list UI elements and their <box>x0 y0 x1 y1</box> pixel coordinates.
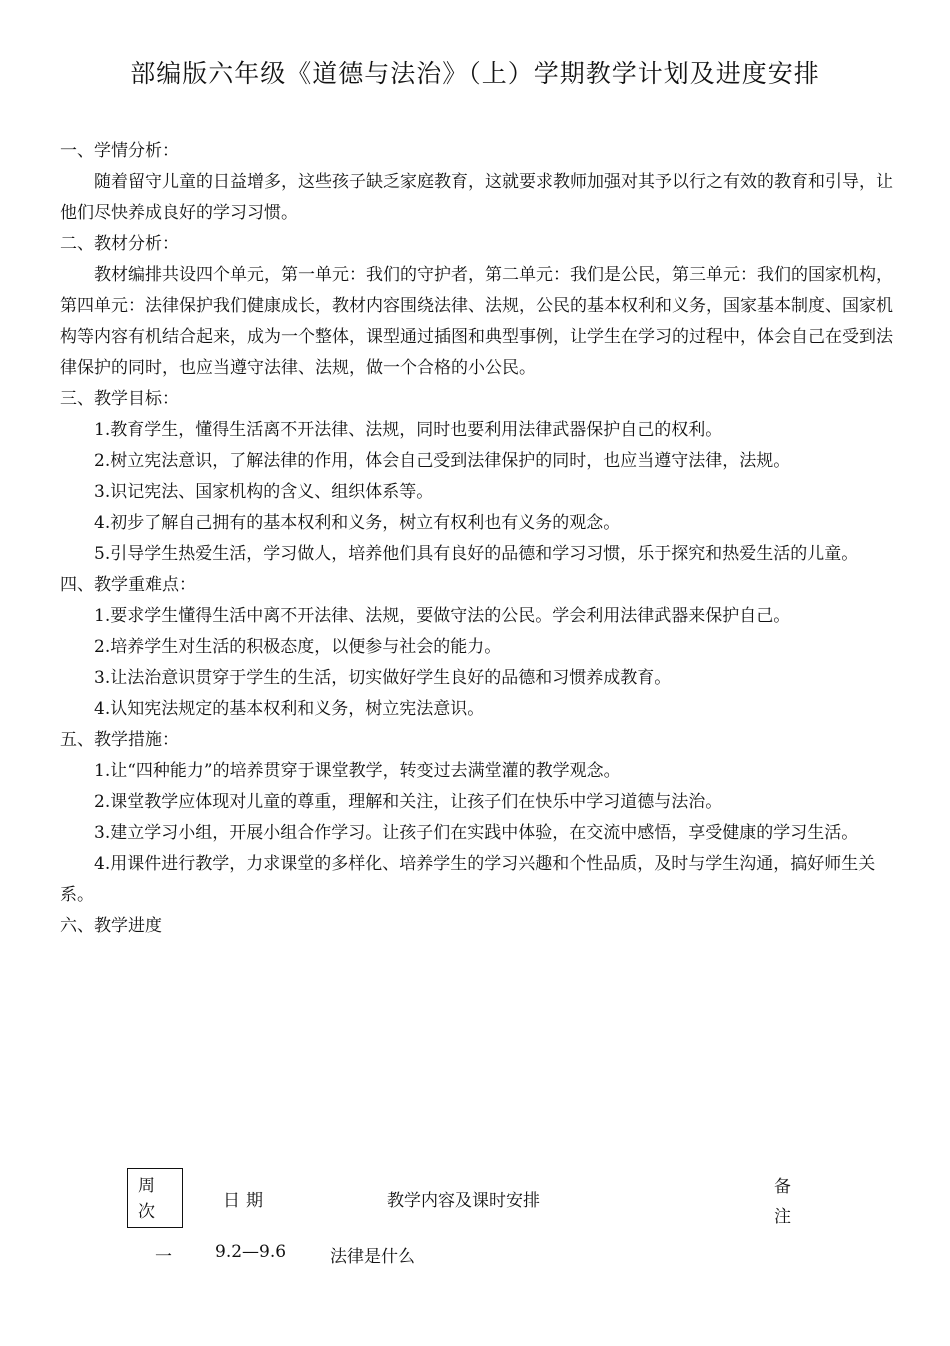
list-item: 3.让法治意识贯穿于学生的生活，切实做好学生良好的品德和习惯养成教育。 <box>94 668 672 688</box>
list-item: 4.用课件进行教学，力求课堂的多样化、培养学生的学习兴趣和个性品质，及时与学生沟通，搞好师生关系。 <box>60 854 876 905</box>
section-paragraph: 教材编排共设四个单元，第一单元：我们的守护者，第二单元：我们是公民，第三单元：我们的国家机构，第四单元：法律保护我们健康成长，教材内容围绕法律、法规，公民的基本权利和义务，国家基本制度、国家机构等内容有机结合起来，成为一个整体，课型通过插图和典型事例，让学生在学习的过程中，体会自己在受到法律保护的同时，也应当遵守法律、法规，做一个合格的小公民。 <box>60 265 893 378</box>
column-header-date: 日期 <box>223 1191 269 1211</box>
list-item: 1.让“四种能力”的培养贯穿于课堂教学，转变过去满堂灌的教学观念。 <box>94 761 621 781</box>
list-item: 3.识记宪法、国家机构的含义、组织体系等。 <box>94 482 434 502</box>
section-heading: 三、教学目标： <box>60 389 179 409</box>
section-heading: 二、教材分析： <box>60 234 179 254</box>
list-item: 1.教育学生，懂得生活离不开法律、法规，同时也要利用法律武器保护自己的权利。 <box>94 420 723 440</box>
column-header-note-line: 备 <box>774 1177 791 1197</box>
section-student-analysis <box>60 136 894 229</box>
column-header-content: 教学内容及课时安排 <box>387 1191 540 1211</box>
document-body <box>60 136 894 942</box>
cell-content: 法律是什么 <box>330 1247 415 1267</box>
section-teaching-goals <box>60 384 894 570</box>
list-item: 1.要求学生懂得生活中离不开法律、法规，要做守法的公民。学会利用法律武器来保护自己。 <box>94 606 791 626</box>
page-title: 部编版六年级《道德与法治》（上）学期教学计划及进度安排 <box>130 59 820 88</box>
column-header-week-line: 周 <box>138 1176 155 1196</box>
section-paragraph: 随着留守儿童的日益增多，这些孩子缺乏家庭教育，这就要求教师加强对其予以行之有效的教育和引导，让他们尽快养成良好的学习习惯。 <box>60 172 893 223</box>
section-heading: 六、教学进度 <box>60 916 162 936</box>
list-item: 2.树立宪法意识，了解法律的作用，体会自己受到法律保护的同时，也应当遵守法律，法规。 <box>94 451 791 471</box>
column-header-week <box>127 1168 183 1228</box>
list-item: 2.培养学生对生活的积极态度，以便参与社会的能力。 <box>94 637 502 657</box>
section-teaching-measures <box>60 725 894 911</box>
section-heading: 五、教学措施： <box>60 730 179 750</box>
section-heading: 一、学情分析： <box>60 141 179 161</box>
list-item: 5.引导学生热爱生活，学习做人，培养他们具有良好的品德和学习习惯，乐于探究和热爱生活的儿童。 <box>94 544 859 564</box>
column-header-note-line: 注 <box>774 1207 791 1227</box>
section-key-points <box>60 570 894 725</box>
section-teaching-progress <box>60 911 894 942</box>
list-item: 2.课堂教学应体现对儿童的尊重，理解和关注，让孩子们在快乐中学习道德与法治。 <box>94 792 723 812</box>
column-header-week-line: 次 <box>138 1202 155 1222</box>
list-item: 4.初步了解自己拥有的基本权利和义务，树立有权利也有义务的观念。 <box>94 513 621 533</box>
section-heading: 四、教学重难点： <box>60 575 196 595</box>
cell-week: 一 <box>155 1247 172 1267</box>
list-item: 3.建立学习小组，开展小组合作学习。让孩子们在实践中体验，在交流中感悟，享受健康的学习生活。 <box>94 823 859 843</box>
column-header-note <box>774 1172 794 1232</box>
list-item: 4.认知宪法规定的基本权利和义务，树立宪法意识。 <box>94 699 485 719</box>
cell-date: 9.2—9.6 <box>215 1242 287 1262</box>
section-textbook-analysis <box>60 229 894 384</box>
